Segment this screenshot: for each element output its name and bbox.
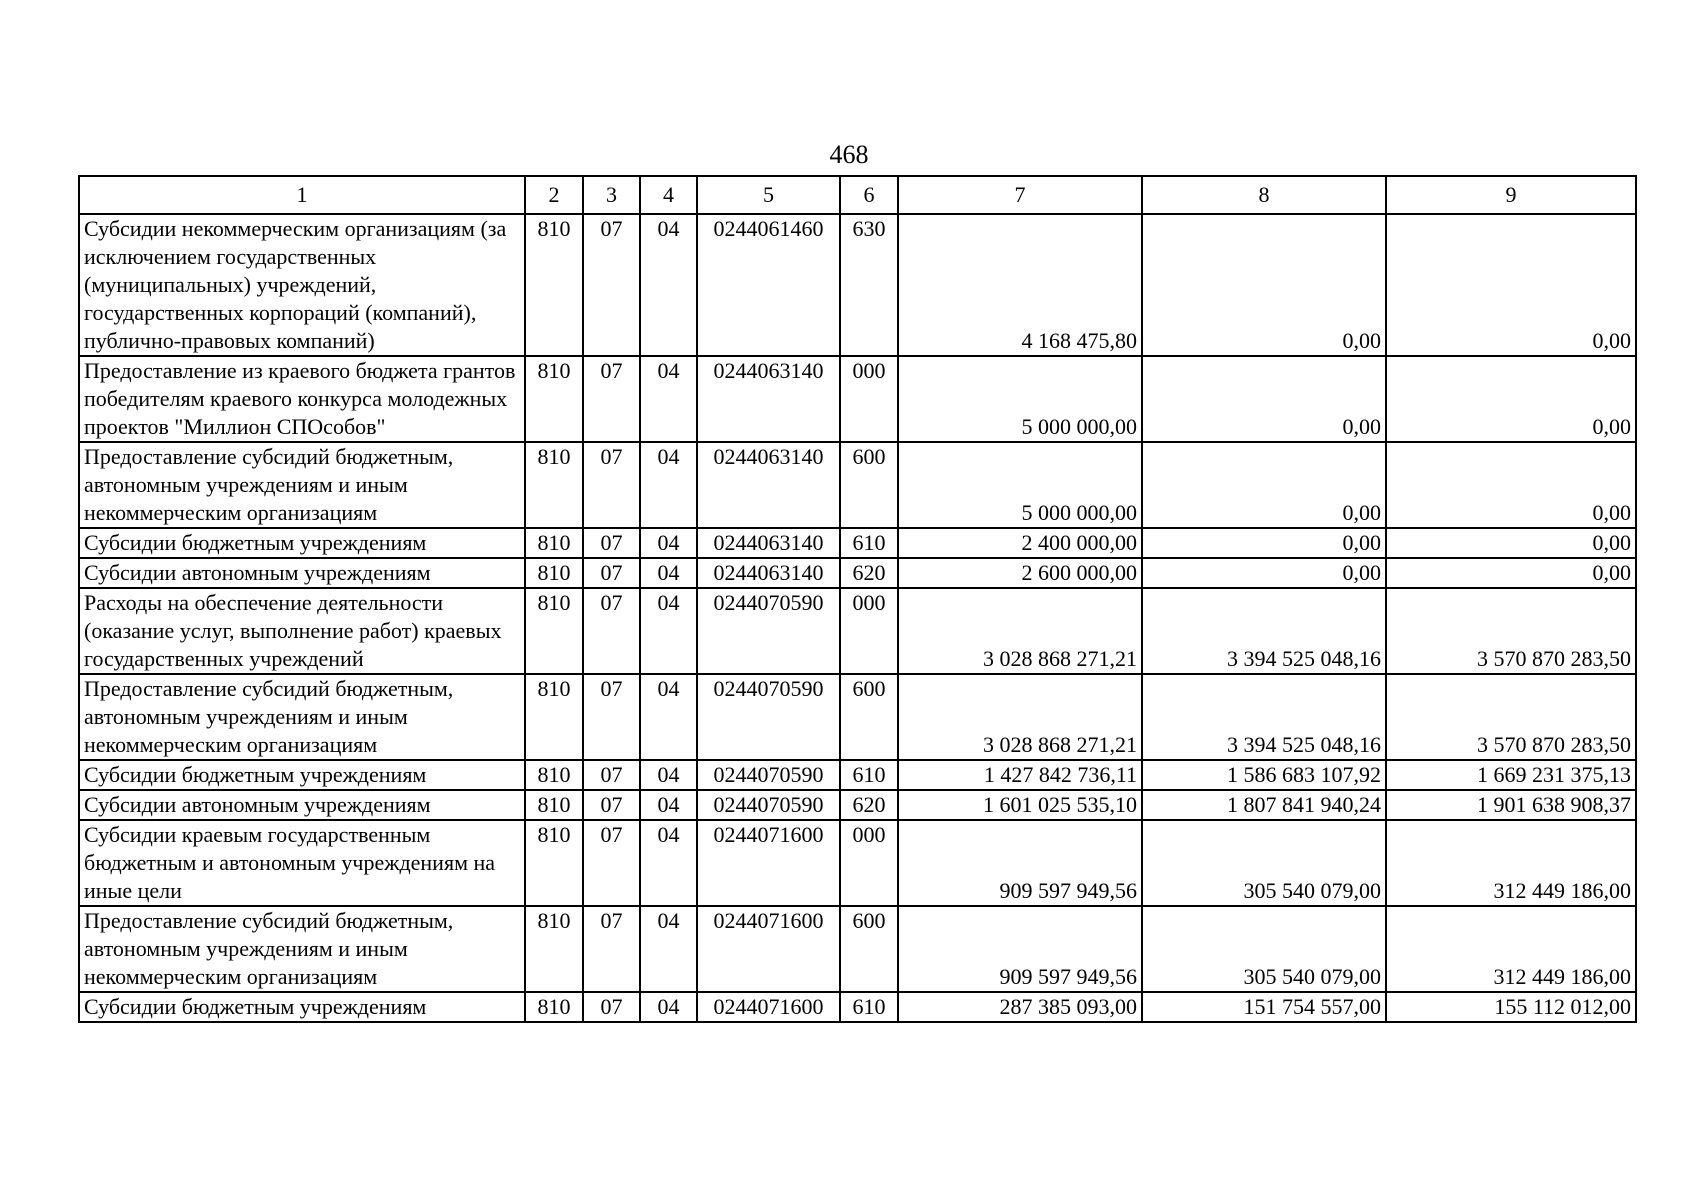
expense-type-code: 620 — [840, 790, 898, 820]
amount-col-9: 3 570 870 283,50 — [1386, 588, 1636, 674]
ministry-code: 810 — [525, 214, 583, 356]
expense-type-code: 000 — [840, 588, 898, 674]
row-description: Субсидии бюджетным учреждениям — [79, 992, 525, 1022]
target-article-code: 0244063140 — [697, 442, 840, 528]
ministry-code: 810 — [525, 992, 583, 1022]
table-row — [79, 588, 1636, 674]
table-row — [79, 790, 1636, 820]
section-code: 07 — [583, 528, 640, 558]
target-article-code: 0244063140 — [697, 356, 840, 442]
row-description: Субсидии автономным учреждениям — [79, 790, 525, 820]
subsection-code: 04 — [640, 790, 697, 820]
budget-table — [78, 175, 1637, 1023]
subsection-code: 04 — [640, 906, 697, 992]
amount-col-8: 305 540 079,00 — [1142, 906, 1386, 992]
amount-col-7: 287 385 093,00 — [898, 992, 1142, 1022]
amount-col-7: 909 597 949,56 — [898, 820, 1142, 906]
expense-type-code: 610 — [840, 760, 898, 790]
amount-col-7: 909 597 949,56 — [898, 906, 1142, 992]
amount-col-8: 0,00 — [1142, 356, 1386, 442]
ministry-code: 810 — [525, 906, 583, 992]
section-code: 07 — [583, 820, 640, 906]
amount-col-8: 0,00 — [1142, 442, 1386, 528]
row-description: Субсидии бюджетным учреждениям — [79, 760, 525, 790]
target-article-code: 0244070590 — [697, 760, 840, 790]
column-header: 6 — [840, 176, 898, 214]
row-description: Предоставление субсидий бюджетным, автономным учреждениям и иным некоммерческим организациям — [79, 442, 525, 528]
subsection-code: 04 — [640, 442, 697, 528]
target-article-code: 0244070590 — [697, 674, 840, 760]
row-description: Предоставление субсидий бюджетным, автономным учреждениям и иным некоммерческим организациям — [79, 906, 525, 992]
amount-col-7: 1 427 842 736,11 — [898, 760, 1142, 790]
target-article-code: 0244070590 — [697, 790, 840, 820]
amount-col-8: 151 754 557,00 — [1142, 992, 1386, 1022]
column-header: 4 — [640, 176, 697, 214]
section-code: 07 — [583, 674, 640, 760]
amount-col-8: 3 394 525 048,16 — [1142, 588, 1386, 674]
expense-type-code: 600 — [840, 674, 898, 760]
expense-type-code: 610 — [840, 992, 898, 1022]
ministry-code: 810 — [525, 356, 583, 442]
column-header: 8 — [1142, 176, 1386, 214]
row-description: Субсидии бюджетным учреждениям — [79, 528, 525, 558]
subsection-code: 04 — [640, 992, 697, 1022]
amount-col-9: 0,00 — [1386, 214, 1636, 356]
table-row — [79, 906, 1636, 992]
amount-col-9: 1 901 638 908,37 — [1386, 790, 1636, 820]
amount-col-9: 0,00 — [1386, 442, 1636, 528]
ministry-code: 810 — [525, 820, 583, 906]
table-row — [79, 820, 1636, 906]
column-header: 7 — [898, 176, 1142, 214]
table-row — [79, 674, 1636, 760]
target-article-code: 0244071600 — [697, 906, 840, 992]
target-article-code: 0244071600 — [697, 820, 840, 906]
amount-col-7: 3 028 868 271,21 — [898, 674, 1142, 760]
row-description: Субсидии автономным учреждениям — [79, 558, 525, 588]
ministry-code: 810 — [525, 588, 583, 674]
subsection-code: 04 — [640, 214, 697, 356]
section-code: 07 — [583, 356, 640, 442]
subsection-code: 04 — [640, 674, 697, 760]
target-article-code: 0244071600 — [697, 992, 840, 1022]
subsection-code: 04 — [640, 528, 697, 558]
amount-col-9: 0,00 — [1386, 356, 1636, 442]
expense-type-code: 630 — [840, 214, 898, 356]
amount-col-7: 5 000 000,00 — [898, 356, 1142, 442]
table-row — [79, 356, 1636, 442]
section-code: 07 — [583, 558, 640, 588]
subsection-code: 04 — [640, 588, 697, 674]
amount-col-8: 0,00 — [1142, 528, 1386, 558]
amount-col-7: 3 028 868 271,21 — [898, 588, 1142, 674]
target-article-code: 0244070590 — [697, 588, 840, 674]
amount-col-9: 3 570 870 283,50 — [1386, 674, 1636, 760]
table-row — [79, 214, 1636, 356]
amount-col-7: 5 000 000,00 — [898, 442, 1142, 528]
column-header: 3 — [583, 176, 640, 214]
amount-col-9: 0,00 — [1386, 558, 1636, 588]
target-article-code: 0244061460 — [697, 214, 840, 356]
amount-col-8: 1 807 841 940,24 — [1142, 790, 1386, 820]
column-header: 1 — [79, 176, 525, 214]
section-code: 07 — [583, 992, 640, 1022]
amount-col-8: 1 586 683 107,92 — [1142, 760, 1386, 790]
section-code: 07 — [583, 760, 640, 790]
ministry-code: 810 — [525, 558, 583, 588]
expense-type-code: 000 — [840, 820, 898, 906]
row-description: Предоставление субсидий бюджетным, автономным учреждениям и иным некоммерческим организациям — [79, 674, 525, 760]
section-code: 07 — [583, 588, 640, 674]
expense-type-code: 600 — [840, 906, 898, 992]
section-code: 07 — [583, 906, 640, 992]
table-row — [79, 558, 1636, 588]
amount-col-8: 3 394 525 048,16 — [1142, 674, 1386, 760]
table-header-row — [79, 176, 1636, 214]
ministry-code: 810 — [525, 442, 583, 528]
amount-col-9: 312 449 186,00 — [1386, 820, 1636, 906]
amount-col-9: 312 449 186,00 — [1386, 906, 1636, 992]
expense-type-code: 610 — [840, 528, 898, 558]
table-row — [79, 442, 1636, 528]
row-description: Предоставление из краевого бюджета грантов победителям краевого конкурса молодежных проектов "Миллион СПОсобов" — [79, 356, 525, 442]
ministry-code: 810 — [525, 760, 583, 790]
subsection-code: 04 — [640, 820, 697, 906]
section-code: 07 — [583, 790, 640, 820]
amount-col-8: 0,00 — [1142, 558, 1386, 588]
amount-col-7: 4 168 475,80 — [898, 214, 1142, 356]
page-number: 468 — [829, 140, 869, 169]
amount-col-9: 0,00 — [1386, 528, 1636, 558]
expense-type-code: 600 — [840, 442, 898, 528]
subsection-code: 04 — [640, 760, 697, 790]
table-row — [79, 760, 1636, 790]
table-row — [79, 528, 1636, 558]
section-code: 07 — [583, 214, 640, 356]
column-header: 9 — [1386, 176, 1636, 214]
amount-col-8: 0,00 — [1142, 214, 1386, 356]
amount-col-7: 1 601 025 535,10 — [898, 790, 1142, 820]
row-description: Субсидии некоммерческим организациям (за исключением государственных (муниципальных) учреждений, государственных корпораций (компаний), публично-правовых компаний) — [79, 214, 525, 356]
ministry-code: 810 — [525, 790, 583, 820]
row-description: Расходы на обеспечение деятельности (оказание услуг, выполнение работ) краевых государственных учреждений — [79, 588, 525, 674]
expense-type-code: 000 — [840, 356, 898, 442]
amount-col-7: 2 600 000,00 — [898, 558, 1142, 588]
ministry-code: 810 — [525, 674, 583, 760]
expense-type-code: 620 — [840, 558, 898, 588]
table-row — [79, 992, 1636, 1022]
subsection-code: 04 — [640, 558, 697, 588]
amount-col-7: 2 400 000,00 — [898, 528, 1142, 558]
column-header: 5 — [697, 176, 840, 214]
column-header: 2 — [525, 176, 583, 214]
section-code: 07 — [583, 442, 640, 528]
amount-col-8: 305 540 079,00 — [1142, 820, 1386, 906]
target-article-code: 0244063140 — [697, 528, 840, 558]
row-description: Субсидии краевым государственным бюджетным и автономным учреждениям на иные цели — [79, 820, 525, 906]
amount-col-9: 155 112 012,00 — [1386, 992, 1636, 1022]
target-article-code: 0244063140 — [697, 558, 840, 588]
subsection-code: 04 — [640, 356, 697, 442]
amount-col-9: 1 669 231 375,13 — [1386, 760, 1636, 790]
ministry-code: 810 — [525, 528, 583, 558]
